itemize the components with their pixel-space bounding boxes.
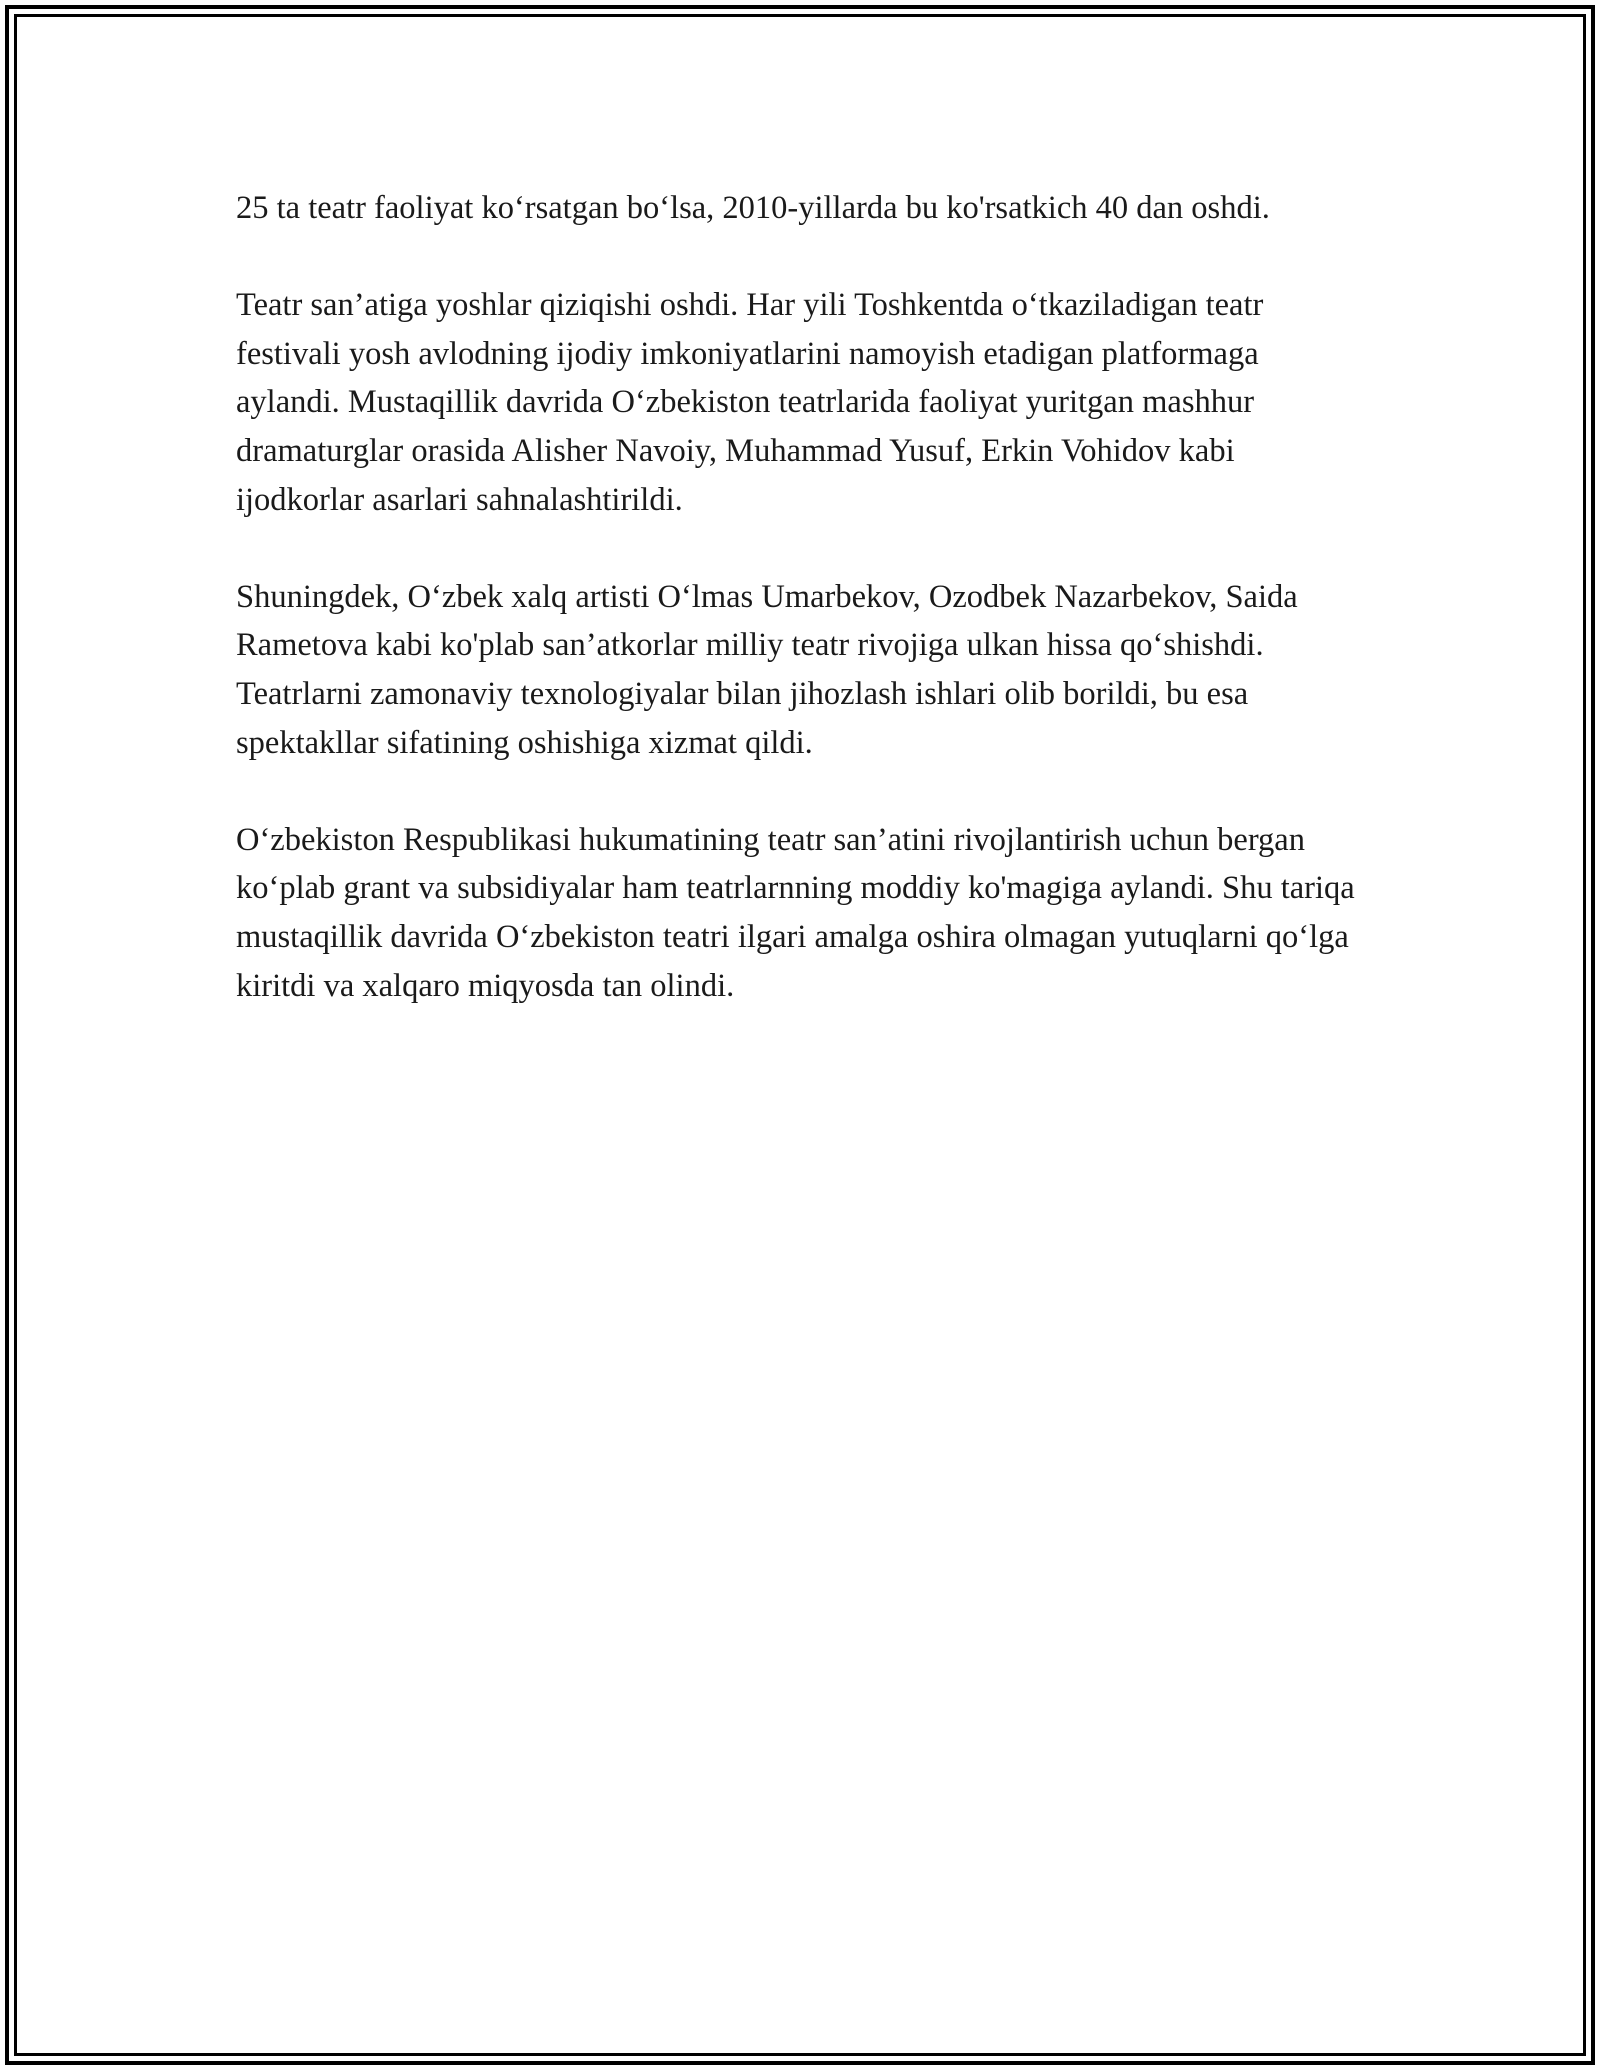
document-body [236,184,1366,1059]
paragraph-3: Shuningdek, O‘zbek xalq artisti O‘lmas Umarbekov, Ozodbek Nazarbekov, Saida Rametova kabi ko'plab san’atkorlar milliy teatr rivojiga ulkan hissa qo‘shishdi. Teatrlarni zamonaviy texnologiyalar bilan jihozlash ishlari olib borildi, bu esa spektakllar sifatining oshishiga xizmat qildi. [236,578,1298,761]
paragraph-1: 25 ta teatr faoliyat ko‘rsatgan bo‘lsa, 2010-yillarda bu ko'rsatkich 40 dan oshdi. [236,190,1270,226]
paragraph-2: Teatr san’atiga yoshlar qiziqishi oshdi. Har yili Toshkentda o‘tkaziladigan teatr festivali yosh avlodning ijodiy imkoniyatlarini namoyish etadigan platformaga aylandi. Mustaqillik davrida O‘zbekiston teatrlarida faoliyat yuritgan mashhur dramaturglar orasida Alisher Navoiy, Muhammad Yusuf, Erkin Vohidov kabi ijodkorlar asarlari sahnalashtirildi. [236,287,1264,518]
paragraph-4: O‘zbekiston Respublikasi hukumatining teatr san’atini rivojlantirish uchun bergan ko‘plab grant va subsidiyalar ham teatrlarnning moddiy ko'magiga aylandi. Shu tariqa mustaqillik davrida O‘zbekiston teatri ilgari amalga oshira olmagan yutuqlarni qo‘lga kiritdi va xalqaro miqyosda tan olindi. [236,821,1355,1004]
